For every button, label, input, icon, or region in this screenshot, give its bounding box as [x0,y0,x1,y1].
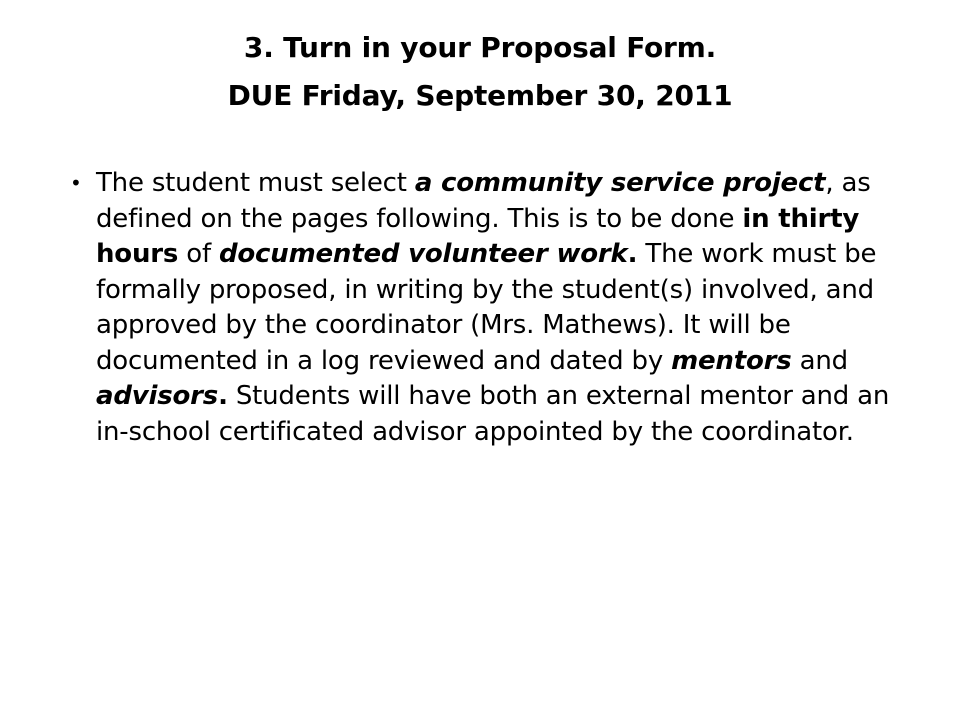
text-segment: , as defined on the pages following. This is to be done [96,168,871,234]
text-segment: and [791,345,848,376]
emphasis-community-service-project: a community service project [414,168,826,198]
title-line-1: 3. Turn in your Proposal Form. [243,31,717,64]
bold-period: . [218,381,228,411]
emphasis-advisors: advisors [96,381,219,411]
bullet-icon: • [70,171,82,195]
text-segment: Students will have both an external mentor and an in-school certificated advisor appointed by the coordinator. [96,381,890,447]
bold-period: . [627,239,638,269]
slide-body [70,166,900,450]
text-segment: The work must be formally proposed, in writing by the student(s) involved, and approved by the coordinator (Mrs. Mathews). It will be documented in a log reviewed and dated by [96,239,877,376]
title-line-2: DUE Friday, September 30, 2011 [227,79,733,112]
emphasis-thirty-hours: in thirty hours [96,203,860,269]
bullet-item [70,166,900,450]
text-segment: The student must select [96,168,415,198]
emphasis-documented-volunteer-work: documented volunteer work [218,239,628,269]
text-segment: of [178,239,219,269]
emphasis-mentors: mentors [671,345,792,376]
bullet-paragraph [96,166,900,450]
slide-title [80,24,880,120]
